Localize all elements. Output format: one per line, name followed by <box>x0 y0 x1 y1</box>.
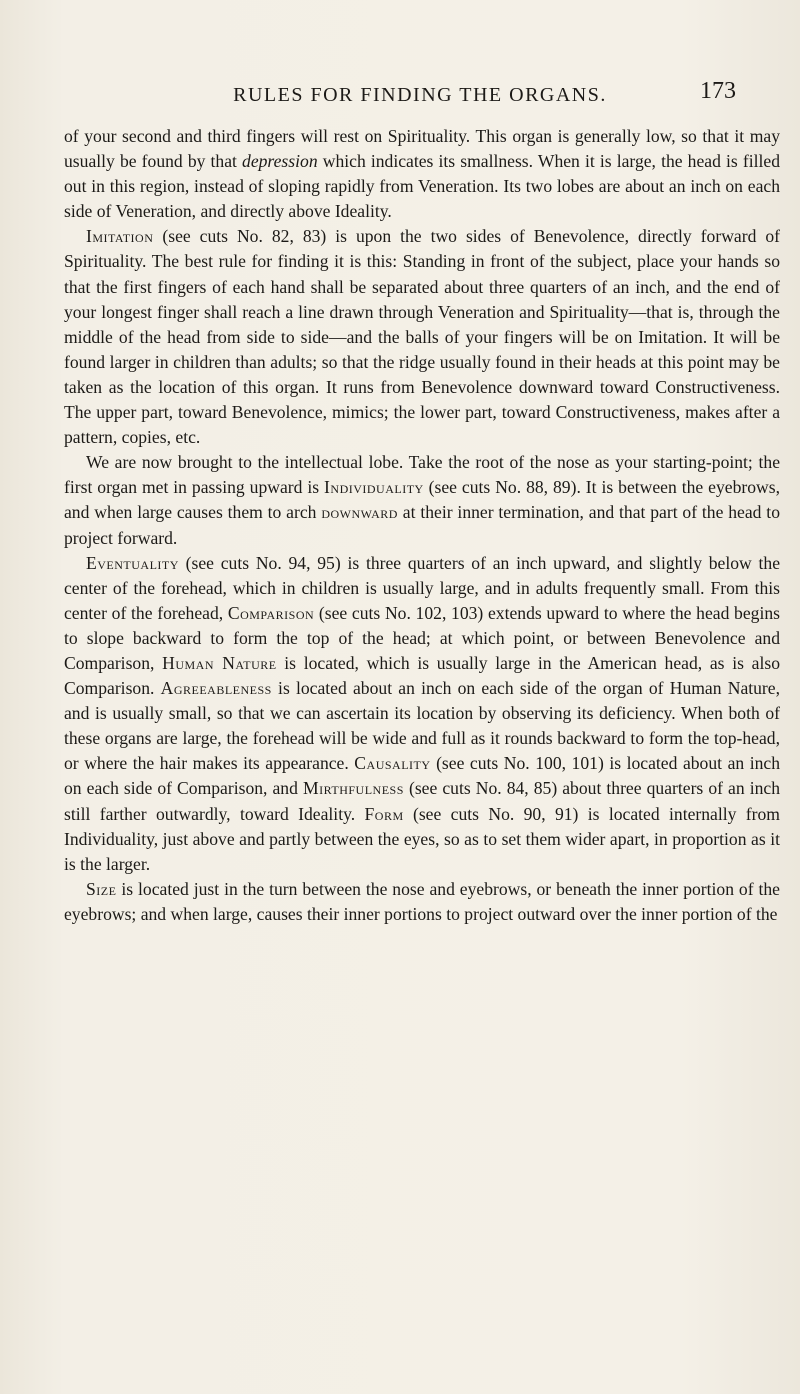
organ-name-imitation: Imitation <box>86 226 154 247</box>
organ-name-agreeableness: Agreeableness <box>160 678 272 699</box>
paragraph-1 <box>64 124 780 224</box>
emphasis-downward: downward <box>321 502 398 523</box>
paragraph-eventuality <box>64 551 780 877</box>
text-run: We are now brought to the intellectual lobe. Take the root of the nose as your starting-point; the first organ met in passing upward is <box>64 452 780 498</box>
text-run: of your second and third fingers will rest on Spirituality. This organ is generally low, so that it may usually be found by that <box>64 126 780 172</box>
running-head: RULES FOR FINDING THE ORGANS. <box>233 84 607 106</box>
italic-term: depression <box>242 151 318 172</box>
text-run: (see cuts No. 102, 103) extends upward to where the head begins to slope backward to form the top of the head; at which point, or between Benevolence and Comparison, <box>64 602 780 673</box>
text-run: (see cuts No. 84, 85) about three quarters of an inch still farther outwardly, toward Ideality. <box>64 778 780 824</box>
text-run: (see cuts No. 94, 95) is three quarters of an inch upward, and slightly below the center of the forehead, which in children is usually large, and in adults frequently small. From this center of the forehead, <box>64 552 780 623</box>
text-run: at their inner termination, and that part of the head to project forward. <box>64 502 780 548</box>
paragraph-imitation <box>64 224 780 450</box>
text-run: is located about an inch on each side of the organ of Human Nature, and is usually small, so that we can ascertain its location by observing its deficiency. When both of these organs are large, the forehead will be wide and full as it rounds backward to form the top-head, or where the hair makes its appearance. <box>64 678 781 774</box>
organ-name-form: Form <box>364 803 404 824</box>
paragraph-size <box>64 877 780 927</box>
text-run: (see cuts No. 88, 89). It is between the eyebrows, and when large causes them to arch <box>64 477 780 523</box>
body-text <box>64 124 780 927</box>
paragraph-intellectual-lobe <box>64 450 780 550</box>
text-run: is located just in the turn between the nose and eyebrows, or beneath the inner portion of the eyebrows; and when large, causes their inner portions to project outward over the inner portion of the <box>64 878 780 924</box>
organ-name-mirthfulness: Mirthfulness <box>302 778 404 799</box>
page-number: 173 <box>700 78 736 104</box>
text-run: (see cuts No. 100, 101) is located about an inch on each side of Comparison, and <box>64 753 780 799</box>
text-run: which indicates its smallness. When it is large, the head is filled out in this region, instead of sloping rapidly from Veneration. Its two lobes are about an inch on each side of Veneration, and directly above Ideality. <box>64 151 780 222</box>
text-run: (see cuts No. 82, 83) is upon the two sides of Benevolence, directly forward of Spirituality. The best rule for finding it is this: Standing in front of the subject, place your hands so that the first fingers of each hand shall be separated about three quarters of an inch, and the end of your longest finger shall reach a line drawn through Veneration and Spirituality—that is, through the middle of the head from side to side—and the balls of your fingers will be on Imitation. It will be found larger in children than adults; so that the ridge usually found in their heads at this point may be taken as the location of this organ. It runs from Benevolence downward toward Constructiveness. The upper part, toward Benevolence, mimics; the lower part, toward Constructiveness, makes after a pattern, copies, etc. <box>64 226 780 448</box>
organ-name-causality: Causality <box>354 753 431 774</box>
organ-name-individuality: Individuality <box>324 477 424 498</box>
organ-name-size: Size <box>86 878 117 899</box>
text-run: (see cuts No. 90, 91) is located internally from Individuality, just above and partly between the eyes, so as to set them wider apart, in proportion as it is the larger. <box>64 803 780 874</box>
organ-name-comparison: Comparison <box>227 602 315 623</box>
organ-name-human-nature: Human Nature <box>162 652 277 673</box>
organ-name-eventuality: Eventuality <box>86 552 179 573</box>
text-run: is located, which is usually large in the American head, as is also Comparison. <box>64 652 780 699</box>
